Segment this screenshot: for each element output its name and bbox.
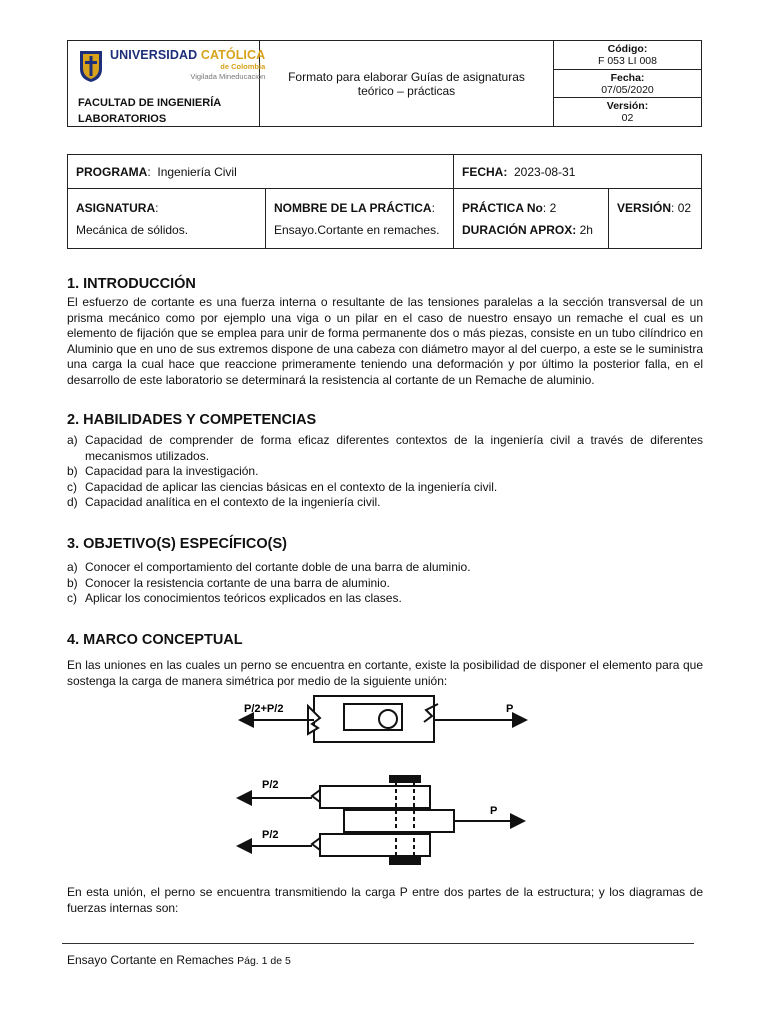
objectives-section [67,536,703,607]
code-value: F 053 LI 008 [598,54,657,67]
double-shear-joint-figure [228,688,534,866]
list-item: c) Capacidad de aplicar las ciencias básicas en el contexto de la ingeniería civil. [67,479,498,494]
label-bottom-left: P/2 [262,829,279,841]
objectives-list [67,560,703,607]
skills-title: 2. HABILIDADES Y COMPETENCIAS [67,412,317,428]
list-item: a) Capacidad de comprender de forma eficaz diferentes contextos de la ingeniería civil a través de diferentes mecanismos utilizados. [67,433,703,463]
university-name: UNIVERSIDAD [110,48,198,62]
practica-no-value: 2 [549,201,557,215]
list-item: a) Conocer el comportamiento del cortante doble de una barra de aluminio. [67,560,471,574]
label-right: P [490,805,498,817]
department-name: LABORATORIOS [78,113,167,125]
program-version-value: 02 [677,201,692,215]
vigilada-label: Vigilada Mineducación [190,72,266,81]
asignatura-label: ASIGNATURA [76,201,156,215]
intro-section [67,276,703,388]
practica-name-cell: NOMBRE DE LA PRÁCTICA: Ensayo.Cortante en remaches. [266,189,454,248]
version-value: 02 [621,112,634,125]
after-figure-section [67,885,703,916]
label-mid-left: P/2 [262,779,279,791]
footer-divider [62,943,694,944]
fecha-cell [454,155,701,188]
duracion-label: DURACIÓN APROX: [462,223,577,237]
format-title: Formato para elaborar Guías de asignaturas teórico – prácticas [260,41,554,126]
footer-page-number: Pág. 1 de 5 [237,955,291,967]
program-cell: PROGRAMA : Ingeniería Civil [68,155,454,188]
practica-name-value: Ensayo.Cortante en remaches. [274,223,440,237]
university-logo [78,49,265,83]
side-view [238,776,524,864]
fecha-value: 2023-08-31 [514,164,576,179]
date-value: 07/05/2020 [601,83,654,96]
code-label: Código: [607,42,648,55]
program-version-label: VERSIÓN [617,201,672,215]
framework-text: En las uniones en las cuales un perno se encuentra en cortante, existe la posibilidad de disponer el elemento para que sostenga la carga de manera simétrica por medio de la siguiente unión: [67,658,703,688]
faculty-name: FACULTAD DE INGENIERÍA [78,97,222,109]
practica-no-cell: PRÁCTICA No: 2 DURACIÓN APROX: 2h [454,189,609,248]
programa-label: PROGRAMA [76,164,148,179]
date-label: Fecha: [610,71,645,84]
intro-text: El esfuerzo de cortante es una fuerza interna o resultante de las tensiones paralelas a la sección transversal de un prisma mecánico como por ejemplo una viga o un pilar en el caso de nuestro ensayo un remache el cual es un elemento de fijación que se emplea para unir de forma permanente dos o más piezas, consiste en un tubo cilíndrico en Aluminio que en uno de sus extremos dispone de una cabeza con diámetro mayor al del cuerpo, a este se le suministra una carga la cual hace que reaccione primeramente teniendo una deformación y por último la posterior falla, en el desarrollo de este laboratorio se determinará la resistencia al cortante de un Remache de aluminio. [67,295,703,387]
list-item: d) Capacidad analítica en el contexto de la ingeniería civil. [67,495,381,509]
label-top-left: P/2+P/2 [244,703,284,715]
framework-section [67,632,703,689]
list-item: b) Capacidad para la investigación. [67,464,259,478]
asignatura-cell: ASIGNATURA: Mecánica de sólidos. [68,189,266,248]
university-name-accent: CATÓLICA [200,48,266,62]
header-meta [554,41,701,126]
page-footer [67,953,291,967]
version-label: Versión: [606,100,649,113]
after-figure-text: En esta unión, el perno se encuentra transmitiendo la carga P entre dos partes de la estructura; y los diagramas de fuerzas internas son: [67,885,703,915]
university-subtitle: de Colombia [220,61,266,71]
header-logo-cell [68,41,266,126]
asignatura-value: Mecánica de sólidos. [76,223,189,237]
skills-section [67,412,703,511]
objectives-title: 3. OBJETIVO(S) ESPECÍFICO(S) [67,536,287,552]
program-table [67,154,702,249]
fecha-label: FECHA: [462,164,508,179]
list-item: c) Aplicar los conocimientos teóricos explicados en las clases. [67,591,402,605]
programa-value: Ingeniería Civil [157,164,237,179]
framework-title: 4. MARCO CONCEPTUAL [67,632,243,648]
version-cell: VERSIÓN: 02 [617,201,692,215]
document-header [67,40,702,127]
list-item: b) Conocer la resistencia cortante de una barra de aluminio. [67,575,390,590]
practica-name-label: NOMBRE DE LA PRÁCTICA [274,201,432,215]
footer-title: Ensayo Cortante en Remaches [67,953,234,967]
university-crest-icon [78,49,104,83]
practica-no-label: PRÁCTICA No [462,201,543,215]
intro-title: 1. INTRODUCCIÓN [67,276,196,292]
label-top-right: P [506,703,514,715]
skills-list [67,433,703,511]
duracion-value: 2h [579,223,593,237]
